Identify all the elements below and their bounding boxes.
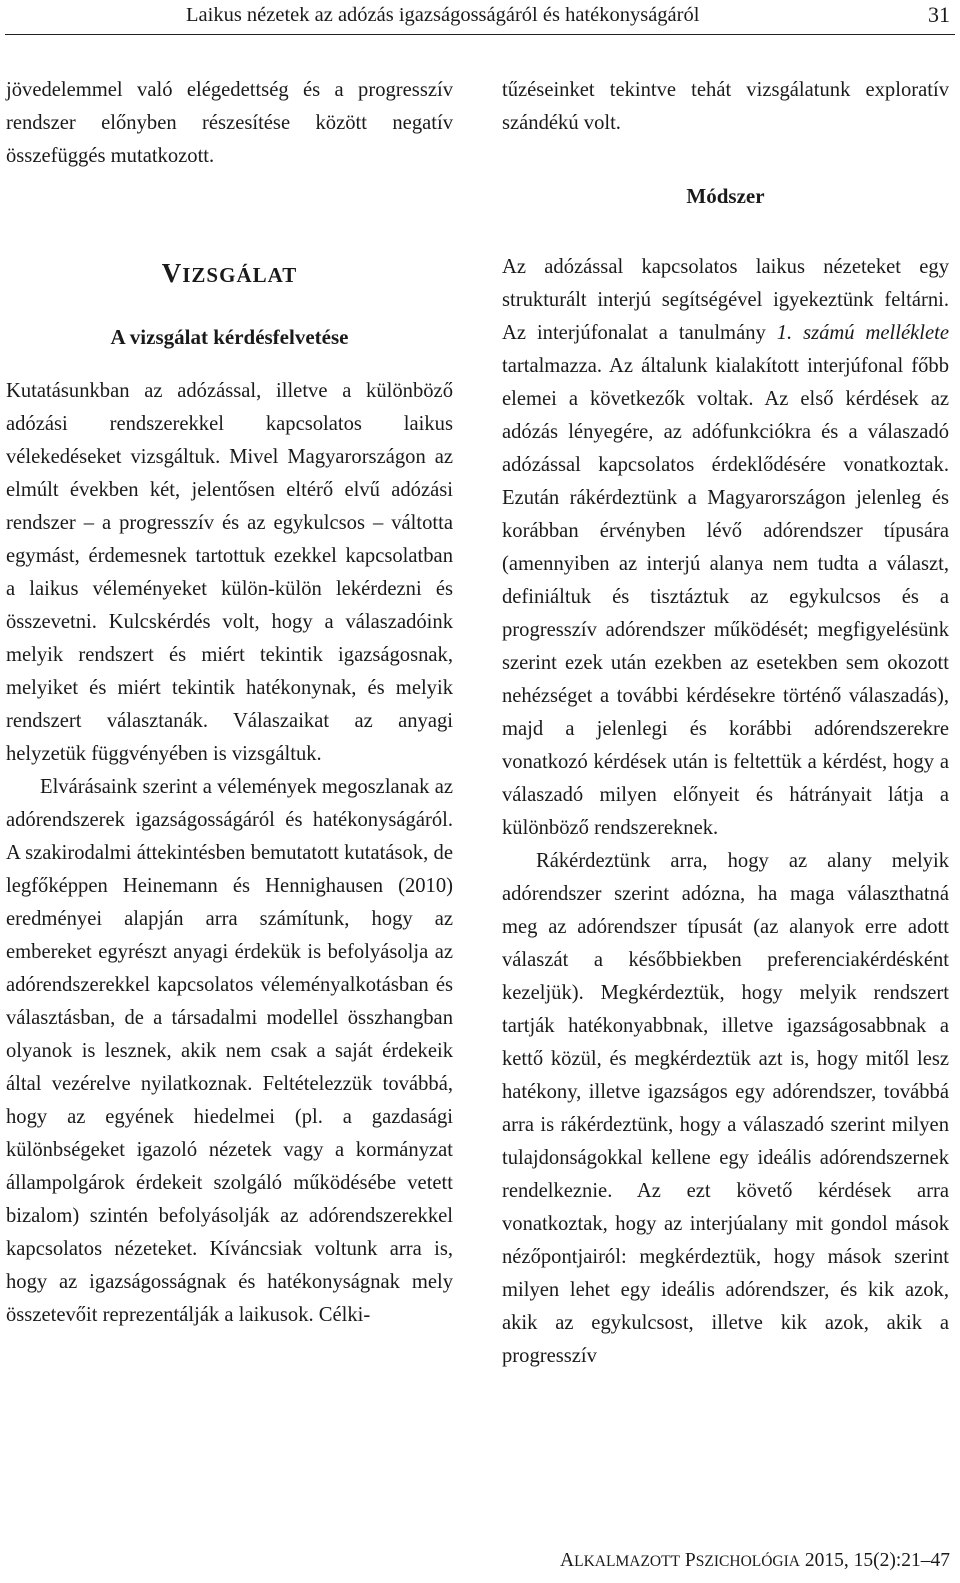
method-paragraph-2: Rákérdeztünk arra, hogy az alany melyik adórendszer szerint adózna, ha maga választhatná meg az adórendszer típusát (az alanyok erre adott válaszát a későbbiekben preferenciakérdésként kezeljük). Megkérdeztük, hogy melyik rendszert tartják hatékonyabbnak, illetve igazságosabbnak a kettő közül, és megkérdeztük azt is, hogy mitől lesz hatékony, illetve igazságos egy adórendszer, továbbá arra is rákérdeztünk, hogy a válaszadó szerint milyen tulajdonságokkal kellene egy ideális adórendszernek rendelkeznie. Az ezt követő kérdések arra vonatkoztak, hogy az interjúalany mit gondol mások nézőpontjairól: megkérdeztük, hogy mások szerint milyen lehet egy ideális adórendszer, és kik azok, akik az egykulcsost, illetve kik azok, akik a progresszív (502, 850, 949, 1367)
body-paragraph-2: Elvárásaink szerint a vélemények megoszlanak az adórendszerek igazságosságáról és hatékonyságáról. A szakirodalmi áttekintésben bemutatott kutatások, de legfőképpen Heinemann és Hennighausen (2010) eredményei alapján arra számítunk, hogy az embereket egyrészt anyagi érdekük is befolyásolja az adórendszerekkel kapcsolatos véleményalkotásban és választásban, de a társadalmi modellel összhangban olyanok is lesznek, akik nem csak a saját érdekeik által vezérelve nyilatkoznak. Feltételezzük továbbá, hogy az egyének hiedelmei (pl. a gazdasági különbségeket igazoló nézetek vagy a kormányzat állampolgárok érdekeit szolgáló működésébe vetett bizalom) szintén befolyásolják az adórendszerekkel kapcsolatos nézeteket. Kíváncsiak voltunk arra is, hogy az igazságosságnak és hatékonyságnak mely összetevőit reprezentálják a laikusok. Célki- (6, 776, 453, 1326)
running-title: Laikus nézetek az adózás igazságosságáról és hatékonyságáról (186, 4, 700, 26)
journal-initial-p: P (684, 1550, 696, 1571)
left-column (6, 74, 453, 1332)
method-paragraph-1 (502, 251, 949, 845)
section-title-initial: V (161, 258, 183, 288)
journal-initial-a: A (560, 1550, 575, 1571)
header-rule (5, 34, 955, 35)
journal-footer (560, 1546, 950, 1577)
body-paragraph-1: Kutatásunkban az adózással, illetve a különböző adózási rendszerekkel kapcsolatos laikus vélekedéseket vizsgáltuk. Mivel Magyarországon az elmúlt években két, jelentősen eltérő elvű adózási rendszer – a progresszív és az egykulcsos – váltotta egymást, érdemesnek tartottuk ezekkel kapcsolatban a laikus véleményeket külön-külön lekérdezni és összevetni. Kulcskérdés volt, hogy a válaszadóink melyik rendszert és miért tekintik igazságosnak, melyiket és miért tekintik hatékonynak, és melyik rendszert választanák. Válaszaikat az anyagi helyzetük függvényében is vizsgáltuk. (6, 380, 453, 765)
subsection-title: A vizsgálat kérdésfelvetése (110, 325, 349, 349)
method-title: Módszer (686, 184, 765, 208)
journal-word-p: SZICHOLÓGIA (695, 1553, 800, 1570)
section-title (6, 253, 453, 295)
right-column (502, 74, 949, 1373)
journal-word-a: LKALMAZOTT (574, 1553, 681, 1570)
method-paragraph-1-a: Az adózással kapcsolatos laikus nézeteket egy strukturált interjú segítségével igyekeztünk feltárni. Az interjúfonalat a tanulmány (502, 256, 949, 344)
method-paragraph-1-b: tartalmazza. Az általunk kialakított interjúfonal főbb elemei a következők voltak. Az első kérdések az adózás lényegére, az adófunkciókra és a válaszadó adózással kapcsolatos érdeklődésére vonatkoztak. Ezután rákérdeztünk a Magyarországon jelenleg és korábban érvényben lévő adórendszer típusára (amennyiben az interjú alanya nem tudta a választ, definiáltuk és tisztáztuk az egykulcsos és a progresszív adórendszer működését; megfigyelésünk szerint ezek után ezekben az esetekben sem okozott nehézséget a további kérdésekre történő válaszadás), majd a jelenlegi és korábbi adórendszerekre vonatkozó kérdések után is feltettük a kérdést, hogy a válaszadó milyen előnyeit és hátrányait látja a különböző rendszereknek. (502, 355, 949, 839)
section-title-rest: IZSGÁLAT (182, 263, 298, 287)
page-number: 31 (928, 2, 950, 27)
continued-paragraph: tűzéseinket tekintve tehát vizsgálatunk exploratív szándékú volt. (502, 79, 949, 134)
appendix-reference: 1. számú melléklete (776, 322, 949, 344)
intro-paragraph: jövedelemmel való elégedettség és a progresszív rendszer előnyben részesítése között negatív összefüggés mutatkozott. (6, 79, 453, 167)
journal-citation: 2015, 15(2):21–47 (804, 1550, 950, 1571)
running-header (0, 0, 960, 38)
